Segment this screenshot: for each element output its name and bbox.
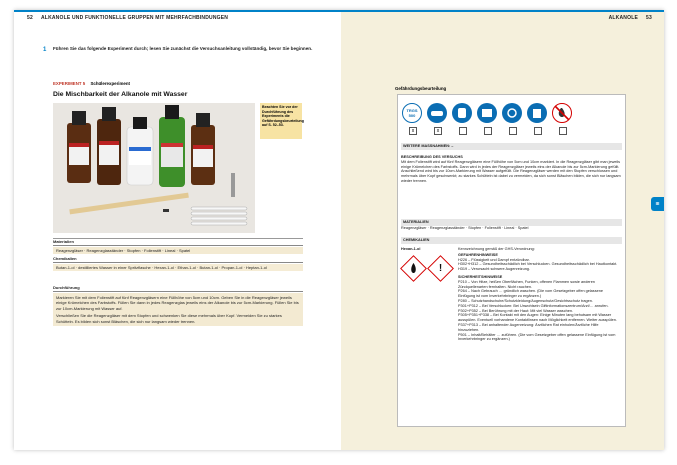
no-fire-icon	[552, 103, 572, 123]
h-statement-3: H319 – Verursacht schwere Augenreizung.	[458, 267, 530, 272]
bottles-illustration	[53, 103, 255, 233]
p-statement-4: P301+P312 – Bei Verschlucken: Bei Unwohlsein Giftinformationszentrum/Arzt/… anrufen.	[458, 303, 609, 308]
experiment-number: EXPERIMENT 5	[53, 81, 86, 86]
p-statement-7: P337+P313 – Bei anhaltender Augenreizung: Ärztlichen Rat einholen/Ärztliche Hilfe hinzuziehen.	[458, 322, 599, 332]
experiment-type: Schülerexperiment	[90, 81, 130, 86]
chemicals-section	[53, 256, 303, 271]
chemicals-right-heading: CHEMIKALIEN	[401, 237, 622, 244]
running-header-right: ALKANOLE	[608, 15, 638, 21]
p-statement-6: P305+P351+P338 – Bei Kontakt mit den Augen: Einige Minuten lang behutsam mit Wasser ausspülen. Eventuell vorhandene Kontaktlinsen nach Möglichkeit entfernen. Weiter ausspülen.	[458, 313, 617, 323]
materials-right-section	[401, 219, 622, 231]
chemicals-right-section	[401, 237, 622, 244]
experiment-title: Die Mischbarkeit der Alkanole mit Wasser	[53, 91, 188, 98]
hazard-info	[458, 247, 620, 342]
materials-right-list: Reagenzgläser · Reagenzglasständer · Stopfen · Folienstift · Lineal · Spatel	[401, 225, 529, 230]
assessment-title: Gefährdungsbeurteilung	[395, 86, 447, 91]
disposal-icon	[527, 103, 547, 123]
book-spread	[14, 10, 664, 450]
goggles-icon	[427, 103, 447, 123]
ghs-pictograms	[404, 259, 450, 278]
safety-note: Beachten Sie vor der Durchführung des Experiments die Gefährdungsbeurteilung auf S. 52–53.	[260, 103, 302, 139]
materials-heading: Materialien	[53, 239, 303, 246]
experiment-label	[53, 81, 130, 86]
procedure-heading: Durchführung	[53, 285, 303, 292]
materials-right-heading: MATERIALIEN	[401, 219, 622, 226]
labelling-text: Kennzeichnung gemäß der GHS-Verordnung:	[458, 247, 535, 251]
right-page	[341, 10, 664, 450]
further-measures	[401, 143, 622, 150]
procedure-step-1: Markieren Sie mit dem Folienstift auf fünf Reagenzgläsern eine Füllhöhe von 5cm und 10cm. Geben Sie in die Reagenzgläser jeweils einige Krümelchen des Farbstoffs. Füllen Sie dann in jedes Reagenzglas jeweils eins der Alkanole bis zur 5cm-Markierung. Füllen Sie bis zur 10cm-Markierung mit Wasser auf.	[56, 294, 299, 311]
fume-hood-icon	[477, 103, 497, 123]
protection-icons	[402, 103, 572, 123]
p-statement-5: P302+P352 – Bei Berührung mit der Haut: Mit viel Wasser waschen.	[458, 308, 573, 313]
ventilation-icon	[502, 103, 522, 123]
checkbox-1[interactable]: x	[409, 127, 417, 135]
h-statement-1: H226 – Flüssigkeit und Dampf entzündbar.	[458, 257, 530, 262]
left-page	[14, 10, 341, 450]
task-intro: Führen Sie das folgende Experiment durch; lesen Sie zunächst die Versuchsanleitung vollständig, bevor Sie beginnen.	[53, 46, 313, 51]
procedure-section	[53, 285, 303, 326]
header-bar	[14, 10, 341, 12]
chapter-tab[interactable]: III	[651, 197, 664, 211]
h-statement-2: H302+H312 – Gesundheitsschädlich bei Verschlucken. Gesundheitsschädlich bei Hautkontakt.	[458, 262, 618, 267]
chem-name: Hexan-1-ol	[401, 247, 421, 251]
checkbox-5[interactable]	[509, 127, 517, 135]
checkbox-6[interactable]	[534, 127, 542, 135]
description-heading: BESCHREIBUNG DES VERSUCHS	[401, 155, 463, 159]
p-statement-2: P264 – Nach Gebrauch … gründlich waschen. (Die vom Gesetzgeber offen gelassene Einfügung ist vom Inverkehrbringer zu ergänzen.)	[458, 289, 603, 299]
precaution-heading: SICHERHEITSHINWEISE	[458, 274, 503, 279]
materials-list: Reagenzgläser · Reagenzglasständer · Stopfen · Folienstift · Lineal · Spatel	[53, 247, 303, 254]
task-marker: 1	[43, 47, 47, 53]
chemicals-list: Butan-1-ol · destilliertes Wasser in einer Spritzflasche · Hexan-1-ol · Ethan-1-ol · Butan-1-ol · Propan-1-ol · Heptan-1-ol	[53, 264, 303, 271]
further-measures-text: WEITERE MASSNAHMEN: –	[401, 143, 622, 150]
chemicals-heading: Chemikalien	[53, 256, 303, 263]
gloves-icon	[452, 103, 472, 123]
assessment-box	[397, 94, 626, 427]
page-number-right: 53	[646, 15, 652, 21]
checkbox-3[interactable]	[459, 127, 467, 135]
header-bar-right	[341, 10, 664, 12]
procedure-step-2: Verschließen Sie die Reagenzgläser mit dem Stopfen und schwenken Sie diese mehrmals über Kopf. Vermeiden Sie zu starkes Schütteln. Es bilden sich sonst Bläschen, die sich nur langsam wieder trennen.	[56, 313, 282, 324]
description-text: Mit dem Folienstift wird auf fünf Reagenzgläsern eine Füllhöhe von 5cm und 10cm markiert. In die Reagenzgläser gibt man jeweils einige Krümelchen des Farbstoffs. Dann wird in jedes der Reagenzgläser jeweils eins der Alkanole bis zur 5cm-Markierung gefüllt. Anschließend wird bis zur 10cm-Markierung mit Wasser aufgefüllt. Die Reagenzgläser werden mit den Stopfen verschlossen und mehrmals über Kopf geschwenkt; zu starkes Schütteln ist dabei zu vermeiden, da sich sonst Bläschen bilden, die sich nur langsam wieder trennen.	[401, 159, 621, 183]
procedure-body	[53, 293, 303, 326]
flame-icon	[400, 255, 427, 282]
checkbox-4[interactable]	[484, 127, 492, 135]
p-statement-8: P501 – Inhalt/Behälter … zuführen. (Die vom Gesetzgeber offen gelassene Einfügung ist vom Inverkehrbringer zu ergänzen.)	[458, 332, 616, 342]
checkbox-2[interactable]: x	[434, 127, 442, 135]
experiment-photo	[53, 103, 255, 233]
materials-section	[53, 239, 303, 254]
description-section	[401, 155, 622, 184]
p-statement-1: P210 – Von Hitze, heißen Oberflächen, Funken, offenen Flammen sowie anderen Zündquellenarten fernhalten. Nicht rauchen.	[458, 279, 595, 289]
checkbox-7[interactable]	[559, 127, 567, 135]
exclamation-icon: !	[427, 255, 454, 282]
hazard-heading: GEFAHRENHINWEISE	[458, 252, 498, 257]
page-number-left: 52	[27, 15, 33, 21]
trgs-icon: TRGS 500	[402, 103, 422, 123]
running-header-left: ALKANOLE UND FUNKTIONELLE GRUPPEN MIT MEHRFACHBINDUNGEN	[41, 15, 229, 21]
p-statement-3: P280 – Schutzhandschuhe/Schutzkleidung/Augenschutz/Gesichtsschutz tragen.	[458, 298, 593, 303]
